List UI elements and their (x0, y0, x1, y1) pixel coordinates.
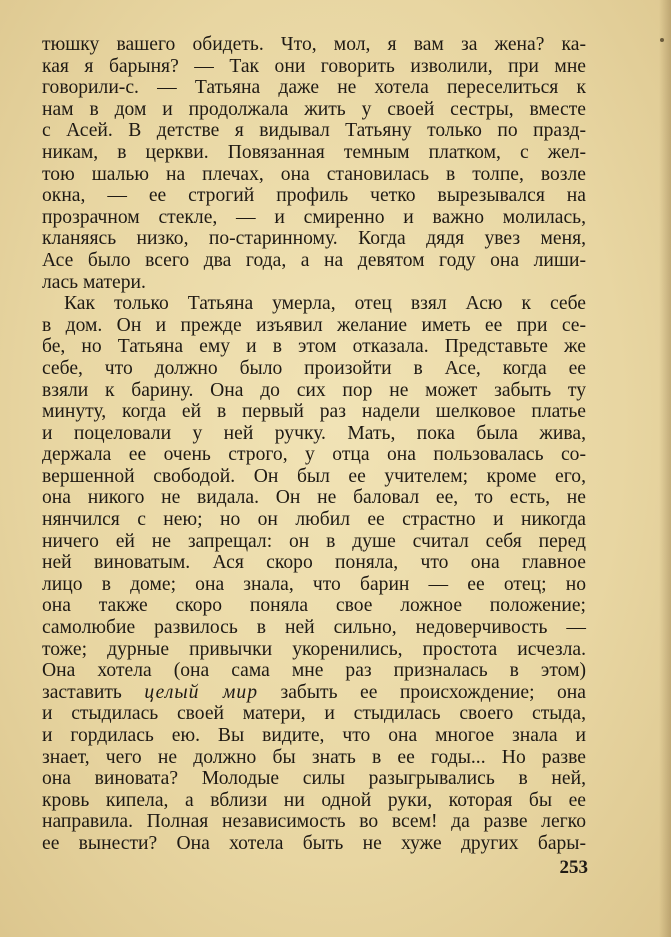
text-line: кая я барыня? — Так они говорить изволили, при мне (42, 55, 586, 77)
text-line: бе, но Татьяна ему и в этом отказала. Представьте же (42, 336, 586, 358)
text-line: ее вынести? Она хотела быть не хуже других бары- (42, 832, 586, 854)
paragraph-start-line: Как только Татьяна умерла, отец взял Асю к себе (64, 293, 586, 315)
text-line: нам в дом и продолжала жить у своей сестры, вместе (42, 98, 586, 120)
text-line: лицо в доме; она знала, что барин — ее отец; но (42, 573, 586, 595)
text-line: с Асей. В детстве я видывал Татьяну только по празд- (42, 120, 586, 142)
text-line: говорили-с. — Татьяна даже не хотела переселиться к (42, 77, 586, 99)
text-line-with-emphasis (42, 682, 586, 704)
text-line: она никого не видала. Он не баловал ее, то есть, не (42, 487, 586, 509)
text-line: ней виноватым. Ася скоро поняла, что она главное (42, 552, 586, 574)
text-line: и поцеловали у ней ручку. Мать, пока была жива, (42, 422, 586, 444)
text-line: никам, в церкви. Повязанная темным платком, с жел- (42, 141, 586, 163)
text-line: Асе было всего два года, а на девятом году она лиши- (42, 249, 586, 271)
text-line: нянчился с нею; но он любил ее страстно и никогда (42, 509, 586, 531)
text-line: она также скоро поняла свое ложное положение; (42, 595, 586, 617)
text-line: лась матери. (42, 271, 146, 293)
text-line: тюшку вашего обидеть. Что, мол, я вам за жена? ка- (42, 34, 586, 55)
text-fragment: забыть ее происхождение; она (258, 681, 586, 703)
text-line: окна, — ее строгий профиль четко вырезывался на (42, 185, 586, 207)
text-line: вершенной свободой. Он был ее учителем; кроме его, (42, 465, 586, 487)
text-line: знает, чего не должно бы знать в ее годы... Но разве (42, 746, 586, 768)
text-line: прозрачном стекле, — и смиренно и важно молилась, (42, 206, 586, 228)
text-line: кланяясь низко, по-старинному. Когда дядя увез меня, (42, 228, 586, 250)
text-line: она виновата? Молодые силы разыгрывались в ней, (42, 768, 586, 790)
text-line: и стыдилась своей матери, и стыдилась своего стыда, (42, 703, 586, 725)
text-line: Она хотела (она сама мне раз призналась в этом) (42, 660, 586, 682)
text-line: себе, что должно было произойти в Асе, когда ее (42, 357, 586, 379)
text-line: тою шалью на плечах, она становилась в толпе, возле (42, 163, 586, 185)
text-line: кровь кипела, а вблизи ни одной руки, которая бы ее (42, 789, 586, 811)
text-fragment: заставить (42, 681, 145, 703)
page-number: 253 (559, 857, 588, 878)
text-line: и гордилась ею. Вы видите, что она многое знала и (42, 725, 586, 746)
text-line: направила. Полная независимость во всем! да разве легко (42, 811, 586, 833)
text-line: ничего ей не запрещал: он в душе считал себя перед (42, 530, 586, 552)
text-line: держала ее очень строго, у отца она пользовалась со- (42, 444, 586, 466)
emphasized-text: целый мир (144, 681, 259, 703)
paper-speck (660, 38, 664, 42)
page-body-text (42, 34, 586, 855)
text-line: минуту, когда ей в первый раз надели шелковое платье (42, 401, 586, 423)
text-line: тоже; дурные привычки укоренились, простота исчезла. (42, 638, 586, 660)
text-line: в дом. Он и прежде изъявил желание иметь ее при се- (42, 314, 586, 336)
text-line: взяли к барину. Она до сих пор не может забыть ту (42, 379, 586, 401)
text-line: самолюбие развилось в ней сильно, недоверчивость — (42, 617, 586, 639)
page-edge-shadow (659, 0, 671, 937)
